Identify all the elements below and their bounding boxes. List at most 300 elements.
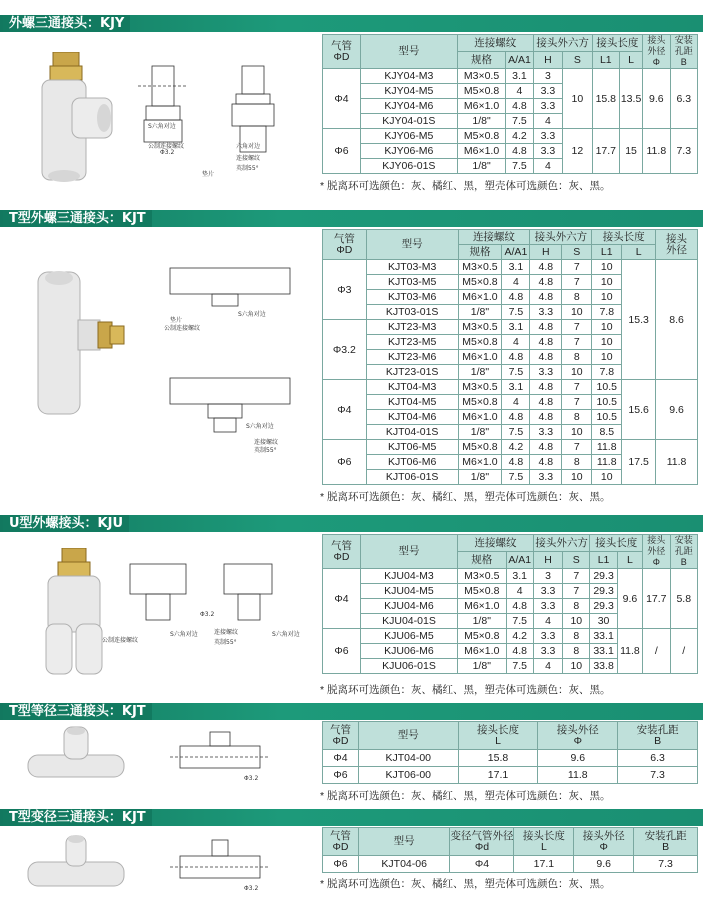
od-cell: 11.8: [656, 440, 698, 485]
product-photo-kjt-equal: [26, 725, 126, 785]
s-cell: 7: [562, 380, 592, 395]
header-tube: 气管 ΦD: [323, 722, 359, 750]
h-cell: 3.3: [530, 305, 562, 320]
h-cell: 3.3: [533, 629, 562, 644]
header-h: H: [533, 52, 562, 69]
h-cell: 4.8: [530, 380, 562, 395]
color-note: * 脱离环可选颜色：灰、橘红、黑，塑壳体可选颜色：灰、黑。: [320, 878, 611, 890]
spec-cell: 1/8": [458, 659, 507, 674]
spec-cell: 1/8": [458, 305, 502, 320]
spec-cell: M5×0.8: [458, 395, 502, 410]
l-cell: 15.6: [622, 380, 656, 440]
length-cell: 17.1: [514, 856, 574, 873]
s-cell: 7: [563, 569, 590, 584]
s-cell: 8: [563, 629, 590, 644]
svg-text:英制55°: 英制55°: [214, 639, 237, 646]
svg-text:S六角对边: S六角对边: [272, 631, 300, 638]
svg-text:英制55°: 英制55°: [254, 447, 277, 454]
svg-text:Φ3.2: Φ3.2: [160, 149, 175, 156]
l1-cell: 10: [592, 320, 622, 335]
model-cell: KJU04-M3: [360, 569, 457, 584]
spec-cell: M3×0.5: [457, 69, 505, 84]
l1-cell: 33.1: [590, 629, 617, 644]
header-thread: 连接螺纹: [457, 35, 533, 52]
header-l: L: [617, 552, 642, 569]
od-cell: 9.6: [538, 750, 618, 767]
model-cell: KJY06-01S: [360, 159, 457, 174]
l1-cell: 10.5: [592, 380, 622, 395]
s-cell: 7: [562, 440, 592, 455]
section-header-bar: [0, 809, 703, 826]
length-cell: 17.1: [458, 767, 538, 784]
a-cell: 4: [506, 584, 533, 599]
l-cell: 17.5: [622, 440, 656, 485]
h-cell: 3.3: [533, 84, 562, 99]
model-cell: KJT03-M3: [366, 260, 458, 275]
spec-cell: M5×0.8: [457, 84, 505, 99]
l-cell: 15.3: [622, 260, 656, 380]
spec-cell: 1/8": [458, 425, 502, 440]
svg-text:垫片: 垫片: [170, 317, 183, 324]
table-row: [323, 629, 698, 644]
spec-cell: M5×0.8: [457, 129, 505, 144]
header-spec: 规格: [457, 52, 505, 69]
h-cell: 3.3: [533, 599, 562, 614]
model-cell: KJT03-M5: [366, 275, 458, 290]
header-length: 接头长度: [592, 230, 656, 245]
svg-text:垫片: 垫片: [202, 171, 215, 178]
a-cell: 7.5: [502, 470, 530, 485]
header-hex: 接头外六方: [533, 35, 592, 52]
section-header-bar: [0, 15, 703, 32]
section-title: U型外螺接头：KJU: [3, 515, 129, 532]
h-cell: 4.8: [530, 395, 562, 410]
h-cell: 4.8: [530, 350, 562, 365]
product-photo-kjt-reduce: [26, 832, 126, 894]
section-title: T型等径三通接头：KJT: [3, 703, 152, 720]
s-cell: 7: [563, 584, 590, 599]
svg-text:六角对边: 六角对边: [236, 143, 261, 150]
model-cell: KJT04-M3: [366, 380, 458, 395]
header-spec: 规格: [458, 245, 502, 260]
model-cell: KJT06-00: [358, 767, 458, 784]
header-model: 型号: [366, 230, 458, 260]
s-cell: 7: [562, 335, 592, 350]
a-cell: 4: [502, 335, 530, 350]
a-cell: 7.5: [506, 614, 533, 629]
section-title: T型外螺三通接头：KJT: [3, 210, 152, 227]
length-cell: 15.8: [458, 750, 538, 767]
svg-text:S六角对边: S六角对边: [238, 311, 266, 318]
header-tube: 气管 ΦD: [323, 230, 367, 260]
s-cell: 7: [562, 260, 592, 275]
l1-cell: 8.5: [592, 425, 622, 440]
l1-cell: 10: [592, 260, 622, 275]
model-cell: KJY04-01S: [360, 114, 457, 129]
header-hex: 接头外六方: [530, 230, 592, 245]
l-cell: 13.5: [619, 69, 642, 129]
section-title: T型变径三通接头：KJT: [3, 809, 152, 826]
svg-text:英制55°: 英制55°: [236, 165, 259, 172]
l1-cell: 33.1: [590, 644, 617, 659]
h-cell: 4.8: [530, 410, 562, 425]
od-cell: 9.6: [643, 69, 670, 129]
section-header-bar: [0, 210, 703, 227]
spec-cell: M5×0.8: [458, 584, 507, 599]
dimension-drawing-kjt: [150, 248, 310, 458]
l1-cell: 29.3: [590, 569, 617, 584]
header-length: 接头长度 L: [514, 828, 574, 856]
model-cell: KJU04-01S: [360, 614, 457, 629]
h-cell: 4.8: [530, 290, 562, 305]
svg-text:公制连接螺纹: 公制连接螺纹: [164, 325, 201, 332]
h-cell: 3.3: [533, 99, 562, 114]
header-length: 接头长度 L: [458, 722, 538, 750]
l1-cell: 10: [592, 350, 622, 365]
svg-text:S六角对边: S六角对边: [246, 423, 274, 430]
product-photo-kjt: [30, 268, 130, 418]
l1-cell: 17.7: [592, 129, 619, 174]
spec-cell: M5×0.8: [458, 440, 502, 455]
h-cell: 3: [533, 69, 562, 84]
h-cell: 4: [533, 614, 562, 629]
header-hex: 接头外六方: [533, 535, 589, 552]
l1-cell: 7.8: [592, 365, 622, 380]
header-l1: L1: [590, 552, 617, 569]
header-reduce-od: 变径气管外径 Φd: [450, 828, 514, 856]
s-cell: 8: [563, 599, 590, 614]
a-cell: 4.8: [502, 455, 530, 470]
table-row: [323, 129, 698, 144]
spec-cell: 1/8": [457, 159, 505, 174]
spec-cell: M6×1.0: [458, 290, 502, 305]
l1-cell: 30: [590, 614, 617, 629]
tube-cell: Φ6: [323, 856, 359, 873]
svg-text:连接螺纹: 连接螺纹: [236, 155, 261, 162]
s-cell: 7: [562, 395, 592, 410]
a-cell: 4.8: [506, 99, 533, 114]
table-row: [323, 260, 698, 275]
model-cell: KJT03-01S: [366, 305, 458, 320]
header-l1: L1: [592, 245, 622, 260]
header-s: S: [562, 245, 592, 260]
tube-cell: Φ3: [323, 260, 367, 320]
section-header-bar: [0, 703, 703, 720]
spec-table-kjy: [322, 34, 698, 174]
tube-cell: Φ6: [323, 767, 359, 784]
svg-text:Φ3.2: Φ3.2: [244, 775, 259, 782]
section-header-bar: [0, 515, 703, 532]
spec-cell: M6×1.0: [458, 644, 507, 659]
l1-cell: 7.8: [592, 305, 622, 320]
model-cell: KJT23-M5: [366, 335, 458, 350]
model-cell: KJT23-01S: [366, 365, 458, 380]
product-photo-kjy: [28, 52, 118, 192]
a-cell: 4.8: [506, 144, 533, 159]
a-cell: 4.8: [502, 350, 530, 365]
table-row: [323, 750, 698, 767]
od-cell: 9.6: [656, 380, 698, 440]
s-cell: 7: [562, 275, 592, 290]
h-cell: 4.8: [530, 260, 562, 275]
table-row: [323, 380, 698, 395]
dimension-drawing-kju: [100, 550, 300, 660]
spec-table-kjt: [322, 229, 698, 485]
header-mount: 安装孔距 B: [618, 722, 698, 750]
header-s: S: [563, 52, 592, 69]
header-mount: 安装孔距 B: [634, 828, 698, 856]
model-cell: KJT06-M6: [366, 455, 458, 470]
tube-cell: Φ4: [323, 750, 359, 767]
model-cell: KJT23-M3: [366, 320, 458, 335]
header-od: 接头外径 Φ: [574, 828, 634, 856]
b-cell: 6.3: [670, 69, 697, 129]
s-cell: 10: [563, 659, 590, 674]
header-od: 接头 外径: [656, 230, 698, 260]
svg-text:Φ3.2: Φ3.2: [200, 611, 215, 618]
b-cell: 6.3: [618, 750, 698, 767]
h-cell: 4.8: [530, 440, 562, 455]
tube-cell: Φ4: [323, 569, 361, 629]
header-od: 接头外径 Φ: [538, 722, 618, 750]
spec-cell: M6×1.0: [458, 599, 507, 614]
svg-text:S六角对边: S六角对边: [170, 631, 198, 638]
tube-cell: Φ4: [323, 380, 367, 440]
a-cell: 4: [502, 395, 530, 410]
od-cell: 9.6: [574, 856, 634, 873]
table-row: [323, 767, 698, 784]
spec-table-kju: [322, 534, 698, 674]
od-cell: 8.6: [656, 260, 698, 380]
reduce-od-cell: Φ4: [450, 856, 514, 873]
b-cell: 7.3: [618, 767, 698, 784]
a-cell: 7.5: [506, 159, 533, 174]
header-length: 接头长度: [590, 535, 643, 552]
model-cell: KJU04-M5: [360, 584, 457, 599]
spec-cell: M3×0.5: [458, 260, 502, 275]
a-cell: 4.8: [506, 599, 533, 614]
model-cell: KJY04-M6: [360, 99, 457, 114]
svg-text:S六角对边: S六角对边: [148, 123, 176, 130]
spec-cell: M3×0.5: [458, 380, 502, 395]
h-cell: 3: [533, 569, 562, 584]
spec-cell: 1/8": [457, 114, 505, 129]
table-row: [323, 440, 698, 455]
header-h: H: [530, 245, 562, 260]
header-length: 接头长度: [592, 35, 643, 52]
spec-cell: M6×1.0: [458, 455, 502, 470]
s-cell: 10: [563, 69, 592, 129]
tube-cell: Φ6: [323, 629, 361, 674]
header-l: L: [622, 245, 656, 260]
model-cell: KJT06-M5: [366, 440, 458, 455]
dimension-drawing-kjt-equal: [160, 728, 280, 792]
s-cell: 8: [562, 410, 592, 425]
l-cell: 15: [619, 129, 642, 174]
model-cell: KJU06-M6: [360, 644, 457, 659]
header-a: A/A1: [506, 552, 533, 569]
a-cell: 4.8: [502, 290, 530, 305]
spec-cell: M5×0.8: [458, 275, 502, 290]
header-spec: 规格: [458, 552, 507, 569]
l1-cell: 10: [592, 275, 622, 290]
od-cell: 17.7: [643, 569, 670, 629]
svg-text:Φ3.2: Φ3.2: [244, 885, 259, 892]
header-od: 接头 外径 Φ: [643, 35, 670, 69]
spec-cell: M5×0.8: [458, 335, 502, 350]
b-cell: 7.3: [670, 129, 697, 174]
table-row: [323, 569, 698, 584]
model-cell: KJT23-M6: [366, 350, 458, 365]
h-cell: 3.3: [530, 470, 562, 485]
tube-cell: Φ4: [323, 69, 361, 129]
s-cell: 10: [562, 305, 592, 320]
header-thread: 连接螺纹: [458, 535, 534, 552]
l-cell: 9.6: [617, 569, 642, 629]
a-cell: 4: [506, 84, 533, 99]
spec-table-kjt-equal: [322, 721, 698, 784]
a-cell: 4.8: [506, 644, 533, 659]
s-cell: 8: [562, 290, 592, 305]
header-l1: L1: [592, 52, 619, 69]
spec-cell: M6×1.0: [458, 350, 502, 365]
spec-cell: 1/8": [458, 470, 502, 485]
header-l: L: [619, 52, 642, 69]
h-cell: 3.3: [533, 129, 562, 144]
color-note: * 脱离环可选颜色：灰、橘红、黑，塑壳体可选颜色：灰、黑。: [320, 684, 611, 696]
a-cell: 7.5: [506, 659, 533, 674]
a-cell: 3.1: [502, 380, 530, 395]
header-h: H: [533, 552, 562, 569]
svg-text:公制连接螺纹: 公制连接螺纹: [148, 143, 185, 150]
model-cell: KJT04-06: [358, 856, 450, 873]
l1-cell: 29.3: [590, 599, 617, 614]
color-note: * 脱离环可选颜色：灰、橘红、黑，塑壳体可选颜色：灰、黑。: [320, 491, 611, 503]
l1-cell: 33.8: [590, 659, 617, 674]
od-cell: 11.8: [538, 767, 618, 784]
section-title: 外螺三通接头：KJY: [3, 15, 130, 32]
model-cell: KJT04-M5: [366, 395, 458, 410]
s-cell: 7: [562, 320, 592, 335]
svg-text:连接螺纹: 连接螺纹: [254, 439, 279, 446]
model-cell: KJU04-M6: [360, 599, 457, 614]
a-cell: 4.2: [506, 629, 533, 644]
svg-text:连接螺纹: 连接螺纹: [214, 629, 239, 636]
l1-cell: 10: [592, 290, 622, 305]
a-cell: 3.1: [502, 260, 530, 275]
header-model: 型号: [358, 722, 458, 750]
l1-cell: 11.8: [592, 440, 622, 455]
l1-cell: 10.5: [592, 410, 622, 425]
h-cell: 4.8: [530, 320, 562, 335]
a-cell: 3.1: [506, 569, 533, 584]
spec-cell: M5×0.8: [458, 629, 507, 644]
l1-cell: 10.5: [592, 395, 622, 410]
a-cell: 7.5: [502, 365, 530, 380]
dimension-drawing-kjy: [128, 56, 308, 186]
b-cell: 5.8: [670, 569, 697, 629]
spec-cell: M3×0.5: [458, 320, 502, 335]
h-cell: 4.8: [530, 455, 562, 470]
h-cell: 4.8: [530, 335, 562, 350]
l-cell: 11.8: [617, 629, 642, 674]
header-thread: 连接螺纹: [458, 230, 530, 245]
header-mount: 安装 孔距 B: [670, 535, 697, 569]
header-model: 型号: [358, 828, 450, 856]
spec-cell: 1/8": [458, 614, 507, 629]
model-cell: KJY06-M6: [360, 144, 457, 159]
color-note: * 脱离环可选颜色：灰、橘红、黑，塑壳体可选颜色：灰、黑。: [320, 790, 611, 802]
model-cell: KJT04-00: [358, 750, 458, 767]
header-a: A/A1: [506, 52, 533, 69]
header-od: 接头 外径 Φ: [643, 535, 670, 569]
b-cell: 7.3: [634, 856, 698, 873]
a-cell: 4.8: [502, 410, 530, 425]
dimension-drawing-kjt-reduce: [160, 834, 280, 894]
l1-cell: 11.8: [592, 455, 622, 470]
tube-cell: Φ6: [323, 129, 361, 174]
a-cell: 4: [502, 275, 530, 290]
s-cell: 8: [562, 350, 592, 365]
a-cell: 4.2: [502, 440, 530, 455]
model-cell: KJT04-M6: [366, 410, 458, 425]
table-row: [323, 856, 698, 873]
a-cell: 7.5: [502, 305, 530, 320]
svg-text:公制连接螺纹: 公制连接螺纹: [102, 637, 139, 644]
s-cell: 10: [562, 470, 592, 485]
s-cell: 12: [563, 129, 592, 174]
s-cell: 8: [563, 644, 590, 659]
model-cell: KJT06-01S: [366, 470, 458, 485]
h-cell: 3.3: [530, 425, 562, 440]
spec-cell: M6×1.0: [458, 410, 502, 425]
h-cell: 4.8: [530, 275, 562, 290]
od-cell: /: [643, 629, 670, 674]
h-cell: 3.3: [533, 144, 562, 159]
l1-cell: 10: [592, 335, 622, 350]
h-cell: 3.3: [533, 644, 562, 659]
header-tube: 气管 ΦD: [323, 535, 361, 569]
model-cell: KJU06-M5: [360, 629, 457, 644]
header-model: 型号: [360, 535, 457, 569]
h-cell: 3.3: [533, 584, 562, 599]
spec-cell: 1/8": [458, 365, 502, 380]
spec-table-kjt-reduce: [322, 827, 698, 873]
model-cell: KJU06-01S: [360, 659, 457, 674]
header-s: S: [563, 552, 590, 569]
b-cell: /: [670, 629, 697, 674]
a-cell: 7.5: [506, 114, 533, 129]
s-cell: 10: [563, 614, 590, 629]
model-cell: KJT03-M6: [366, 290, 458, 305]
s-cell: 10: [562, 365, 592, 380]
header-tube: 气管 ΦD: [323, 828, 359, 856]
spec-cell: M3×0.5: [458, 569, 507, 584]
s-cell: 8: [562, 455, 592, 470]
a-cell: 3.1: [506, 69, 533, 84]
model-cell: KJY04-M3: [360, 69, 457, 84]
header-mount: 安装 孔距 B: [670, 35, 697, 69]
h-cell: 4: [533, 159, 562, 174]
spec-cell: M6×1.0: [457, 99, 505, 114]
h-cell: 4: [533, 659, 562, 674]
a-cell: 7.5: [502, 425, 530, 440]
color-note: * 脱离环可选颜色：灰、橘红、黑，塑壳体可选颜色：灰、黑。: [320, 180, 611, 192]
h-cell: 4: [533, 114, 562, 129]
h-cell: 3.3: [530, 365, 562, 380]
model-cell: KJY06-M5: [360, 129, 457, 144]
od-cell: 11.8: [643, 129, 670, 174]
